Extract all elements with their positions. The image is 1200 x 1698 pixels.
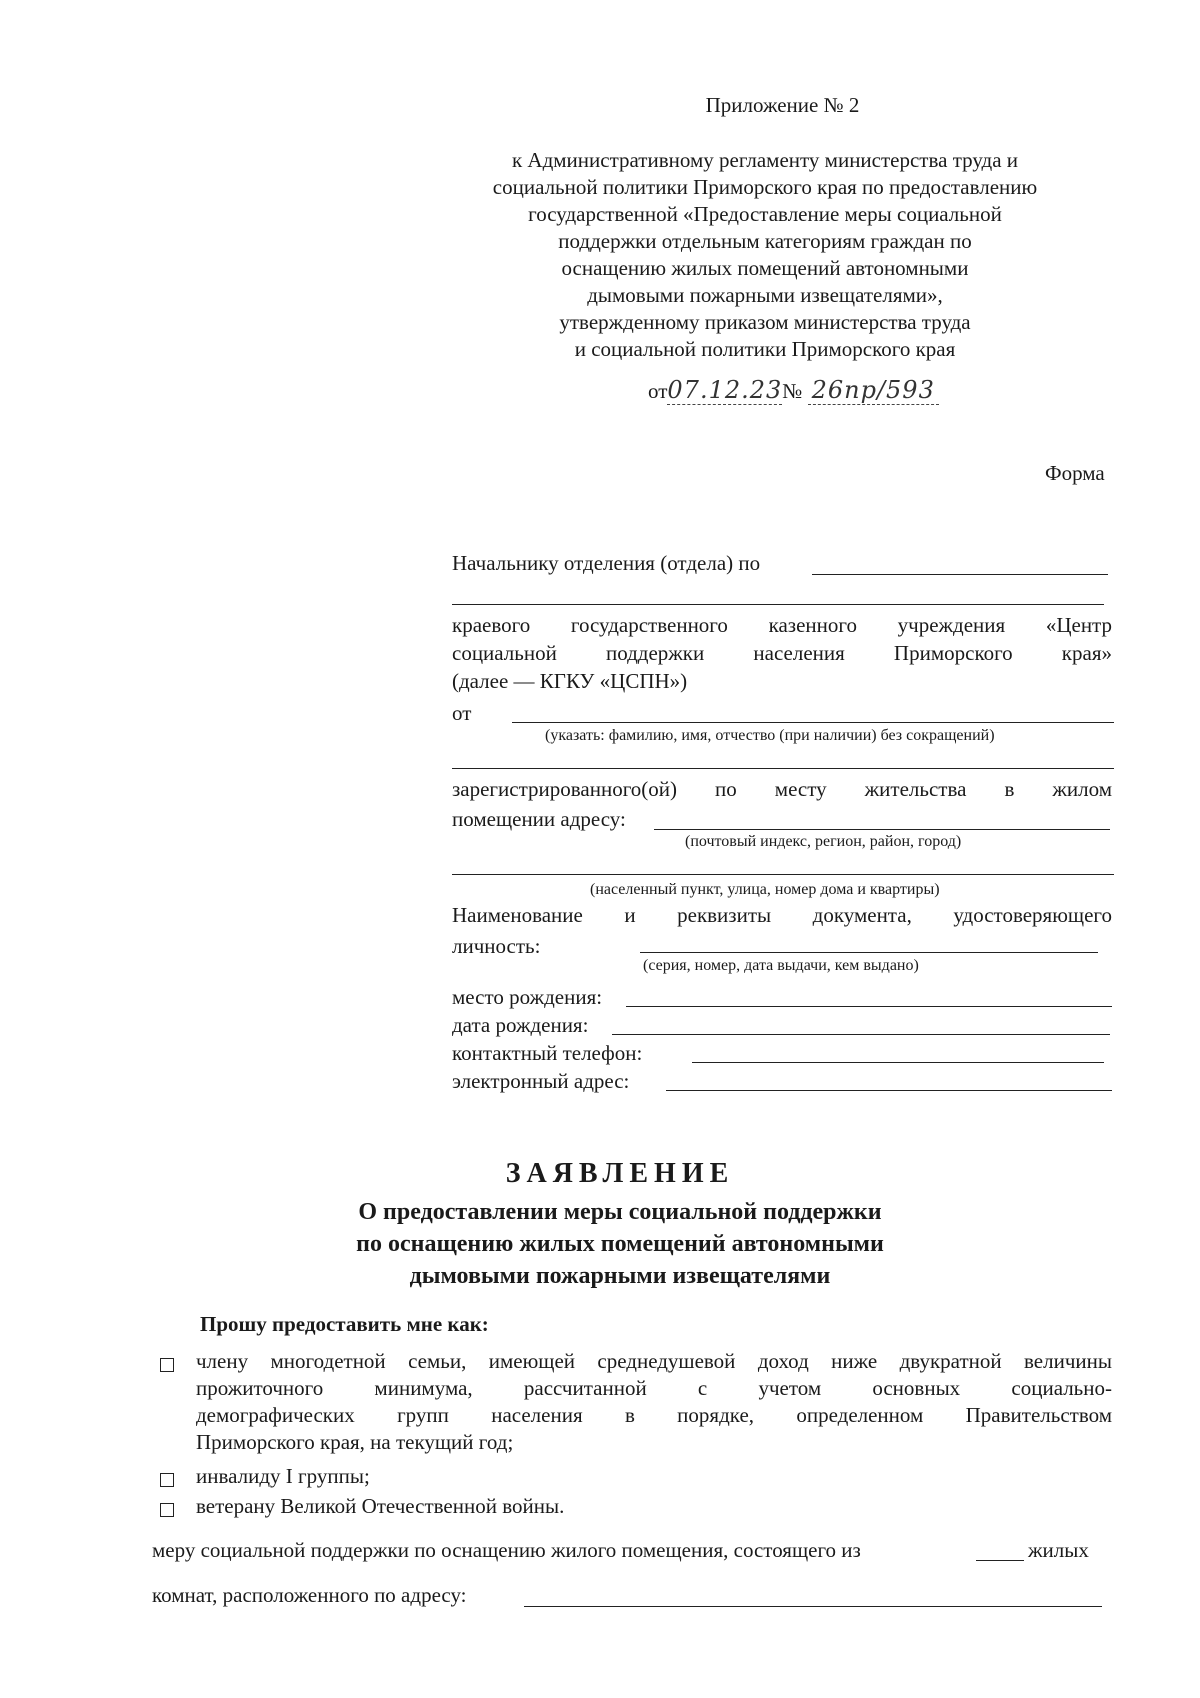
birth-place-label: место рождения: [452, 985, 603, 1009]
handwritten-date: 07.12.23 [667, 376, 783, 404]
rooms-count-field[interactable] [976, 1560, 1024, 1561]
phone-field[interactable] [692, 1062, 1104, 1063]
subtitle-line-0: О предоставлении меры социальной поддержки [358, 1199, 882, 1225]
statement-title: ЗАЯВЛЕНИЕ [505, 1158, 735, 1189]
option-large-family-checkbox[interactable] [160, 1358, 174, 1372]
department-field[interactable] [812, 574, 1108, 575]
regulation-reference [440, 147, 1090, 363]
measure-text: меру социальной поддержки по оснащению жилого помещения, состоящего из [152, 1538, 861, 1562]
reg-line-3: поддержки отдельным категориям граждан по [558, 229, 972, 253]
option-line: прожиточного минимума, рассчитанной с учетом основных социально- [196, 1376, 1112, 1400]
institution-line-2: социальной поддержки населения Приморского края» [452, 641, 1112, 665]
document-line-2: личность: [452, 934, 541, 958]
email-field[interactable] [666, 1090, 1112, 1091]
reg-line-4: оснащению жилых помещений автономными [561, 256, 969, 280]
option-large-family [196, 1348, 1112, 1456]
subtitle-line-1: по оснащению жилых помещений автономными [356, 1231, 884, 1257]
option-veteran-checkbox[interactable] [160, 1503, 174, 1517]
option-line: члену многодетной семьи, имеющей среднедушевой доход ниже двукратной величины [196, 1349, 1112, 1373]
registration-hint-1: (почтовый индекс, регион, район, город) [685, 833, 962, 850]
registration-hint-2: (населенный пункт, улица, номер дома и квартиры) [590, 881, 940, 898]
option-line: Приморского края, на текущий год; [196, 1430, 514, 1454]
department-field-continued[interactable] [452, 604, 1104, 605]
institution-line-3: (далее — КГКУ «ЦСПН») [452, 669, 688, 693]
head-of-department-label: Начальнику отделения (отдела) по [452, 551, 761, 575]
reg-line-1: социальной политики Приморского края по предоставлению [492, 175, 1038, 199]
option-disabled-checkbox[interactable] [160, 1473, 174, 1487]
order-date-number [648, 377, 939, 405]
option-veteran: ветерану Великой Отечественной войны. [196, 1494, 565, 1518]
from-prefix: от [648, 379, 668, 403]
registration-address-field-2[interactable] [452, 874, 1114, 875]
fio-hint: (указать: фамилию, имя, отчество (при наличии) без сокращений) [545, 727, 995, 744]
registration-address-field[interactable] [654, 829, 1110, 830]
subtitle-line-2: дымовыми пожарными извещателями [409, 1263, 831, 1289]
option-line: демографических групп населения в порядке, определенном Правительством [196, 1403, 1112, 1427]
rooms-suffix: жилых [1028, 1538, 1089, 1562]
reg-line-2: государственной «Предоставление меры социальной [528, 202, 1002, 226]
birth-place-field[interactable] [626, 1006, 1112, 1007]
fio-field[interactable] [512, 722, 1114, 723]
reg-line-6: утвержденному приказом министерства труда [559, 310, 971, 334]
phone-label: контактный телефон: [452, 1041, 643, 1065]
document-line-1: Наименование и реквизиты документа, удостоверяющего [452, 903, 1112, 927]
from-label: от [452, 701, 472, 725]
reg-line-7: и социальной политики Приморского края [574, 337, 956, 361]
identity-document-hint: (серия, номер, дата выдачи, кем выдано) [643, 957, 919, 974]
option-disabled-group-1: инвалиду I группы; [196, 1464, 370, 1488]
reg-line-0: к Административному регламенту министерства труда и [511, 148, 1019, 172]
email-label: электронный адрес: [452, 1069, 630, 1093]
request-label: Прошу предоставить мне как: [200, 1312, 489, 1336]
fio-field-continued[interactable] [452, 768, 1114, 769]
birth-date-label: дата рождения: [452, 1013, 589, 1037]
handwritten-order-number: 26пр/593 [808, 376, 939, 405]
institution-line-1: краевого государственного казенного учреждения «Центр [452, 613, 1112, 637]
registration-line-1: зарегистрированного(ой) по месту жительства в жилом [452, 777, 1112, 801]
statement-subtitle [250, 1196, 990, 1292]
form-label: Форма [1045, 461, 1105, 485]
address-label: комнат, расположенного по адресу: [152, 1583, 467, 1607]
number-sign: № [782, 379, 803, 403]
registration-line-2: помещении адресу: [452, 807, 626, 831]
identity-document-field[interactable] [640, 952, 1098, 953]
property-address-field[interactable] [524, 1606, 1102, 1607]
birth-date-field[interactable] [612, 1034, 1110, 1035]
reg-line-5: дымовыми пожарными извещателями», [587, 283, 943, 307]
appendix-label: Приложение № 2 [705, 93, 860, 117]
